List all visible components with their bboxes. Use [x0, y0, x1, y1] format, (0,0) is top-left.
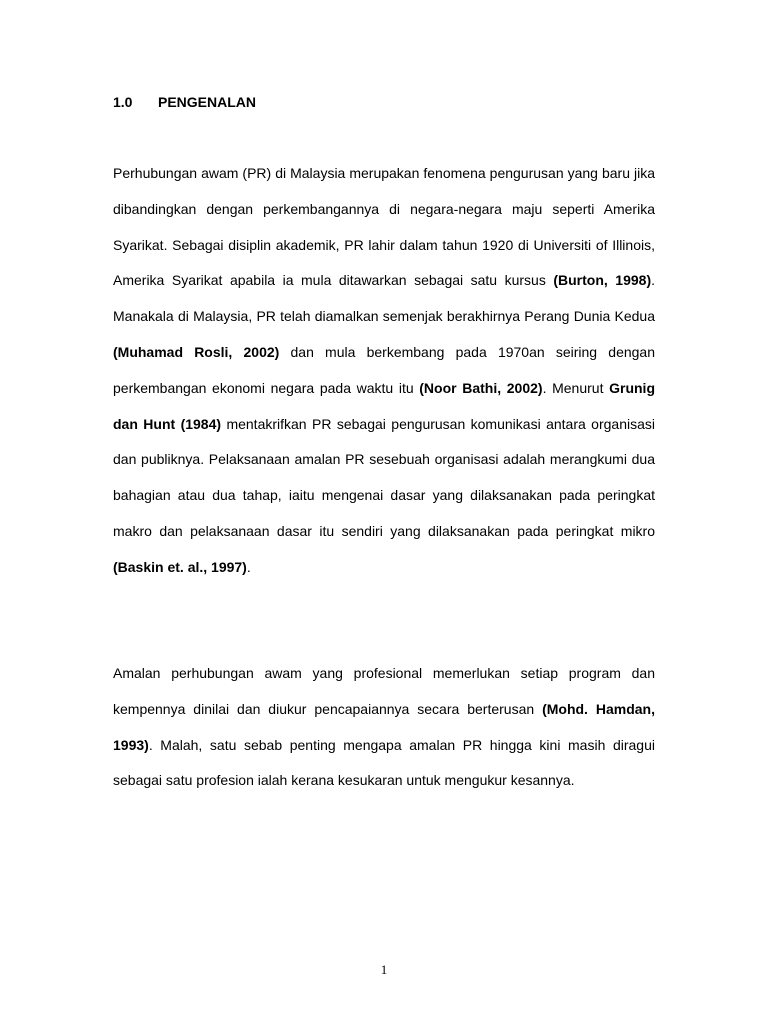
section-title: PENGENALAN: [158, 94, 257, 110]
citation: Grunig dan Hunt (1984): [113, 379, 655, 432]
section-number: 1.0: [113, 94, 133, 110]
paragraph-text: .: [246, 558, 251, 575]
paragraph-evaluation: [113, 656, 655, 799]
paragraph-text: . Menurut: [542, 379, 610, 396]
citation: (Muhamad Rosli, 2002): [113, 343, 280, 360]
paragraph-text: mentakrifkan PR sebagai pengurusan komunikasi antara organisasi dan publiknya. Pelaksanaan amalan PR sesebuah organisasi adalah merangkumi dua bahagian atau dua tahap, iaitu mengenai dasar yang dilaksanakan pada peringkat makro dan pelaksanaan dasar itu sendiri yang dilaksanakan pada peringkat mikro: [113, 415, 655, 539]
citation: (Noor Bathi, 2002): [419, 379, 543, 396]
citation: (Baskin et. al., 1997): [113, 558, 247, 575]
citation: (Mohd. Hamdan, 1993): [113, 700, 655, 753]
paragraph-text: . Malah, satu sebab penting mengapa amalan PR hingga kini masih diragui sebagai satu profesion ialah kerana kesukaran untuk mengukur kesannya.: [113, 736, 655, 789]
paragraph-text: dan mula berkembang pada 1970an seiring dengan perkembangan ekonomi negara pada waktu itu: [113, 343, 656, 396]
page-number: 1: [380, 962, 388, 977]
section-heading: [113, 94, 256, 110]
paragraph-intro: [113, 156, 655, 586]
paragraph-text: Perhubungan awam (PR) di Malaysia merupakan fenomena pengurusan yang baru jika dibandingkan dengan perkembangannya di negara-negara maju seperti Amerika Syarikat. Sebagai disiplin akademik, PR lahir dalam tahun 1920 di Universiti of Illinois, Amerika Syarikat apabila ia mula ditawarkan sebagai satu kursus: [113, 165, 655, 289]
paragraph-text: . Manakala di Malaysia, PR telah diamalkan semenjak berakhirnya Perang Dunia Kedua: [113, 272, 655, 325]
paragraph-text: Amalan perhubungan awam yang profesional memerlukan setiap program dan kempennya dinilai dan diukur pencapaiannya secara berterusan: [113, 665, 655, 717]
citation: (Burton, 1998): [553, 272, 652, 289]
